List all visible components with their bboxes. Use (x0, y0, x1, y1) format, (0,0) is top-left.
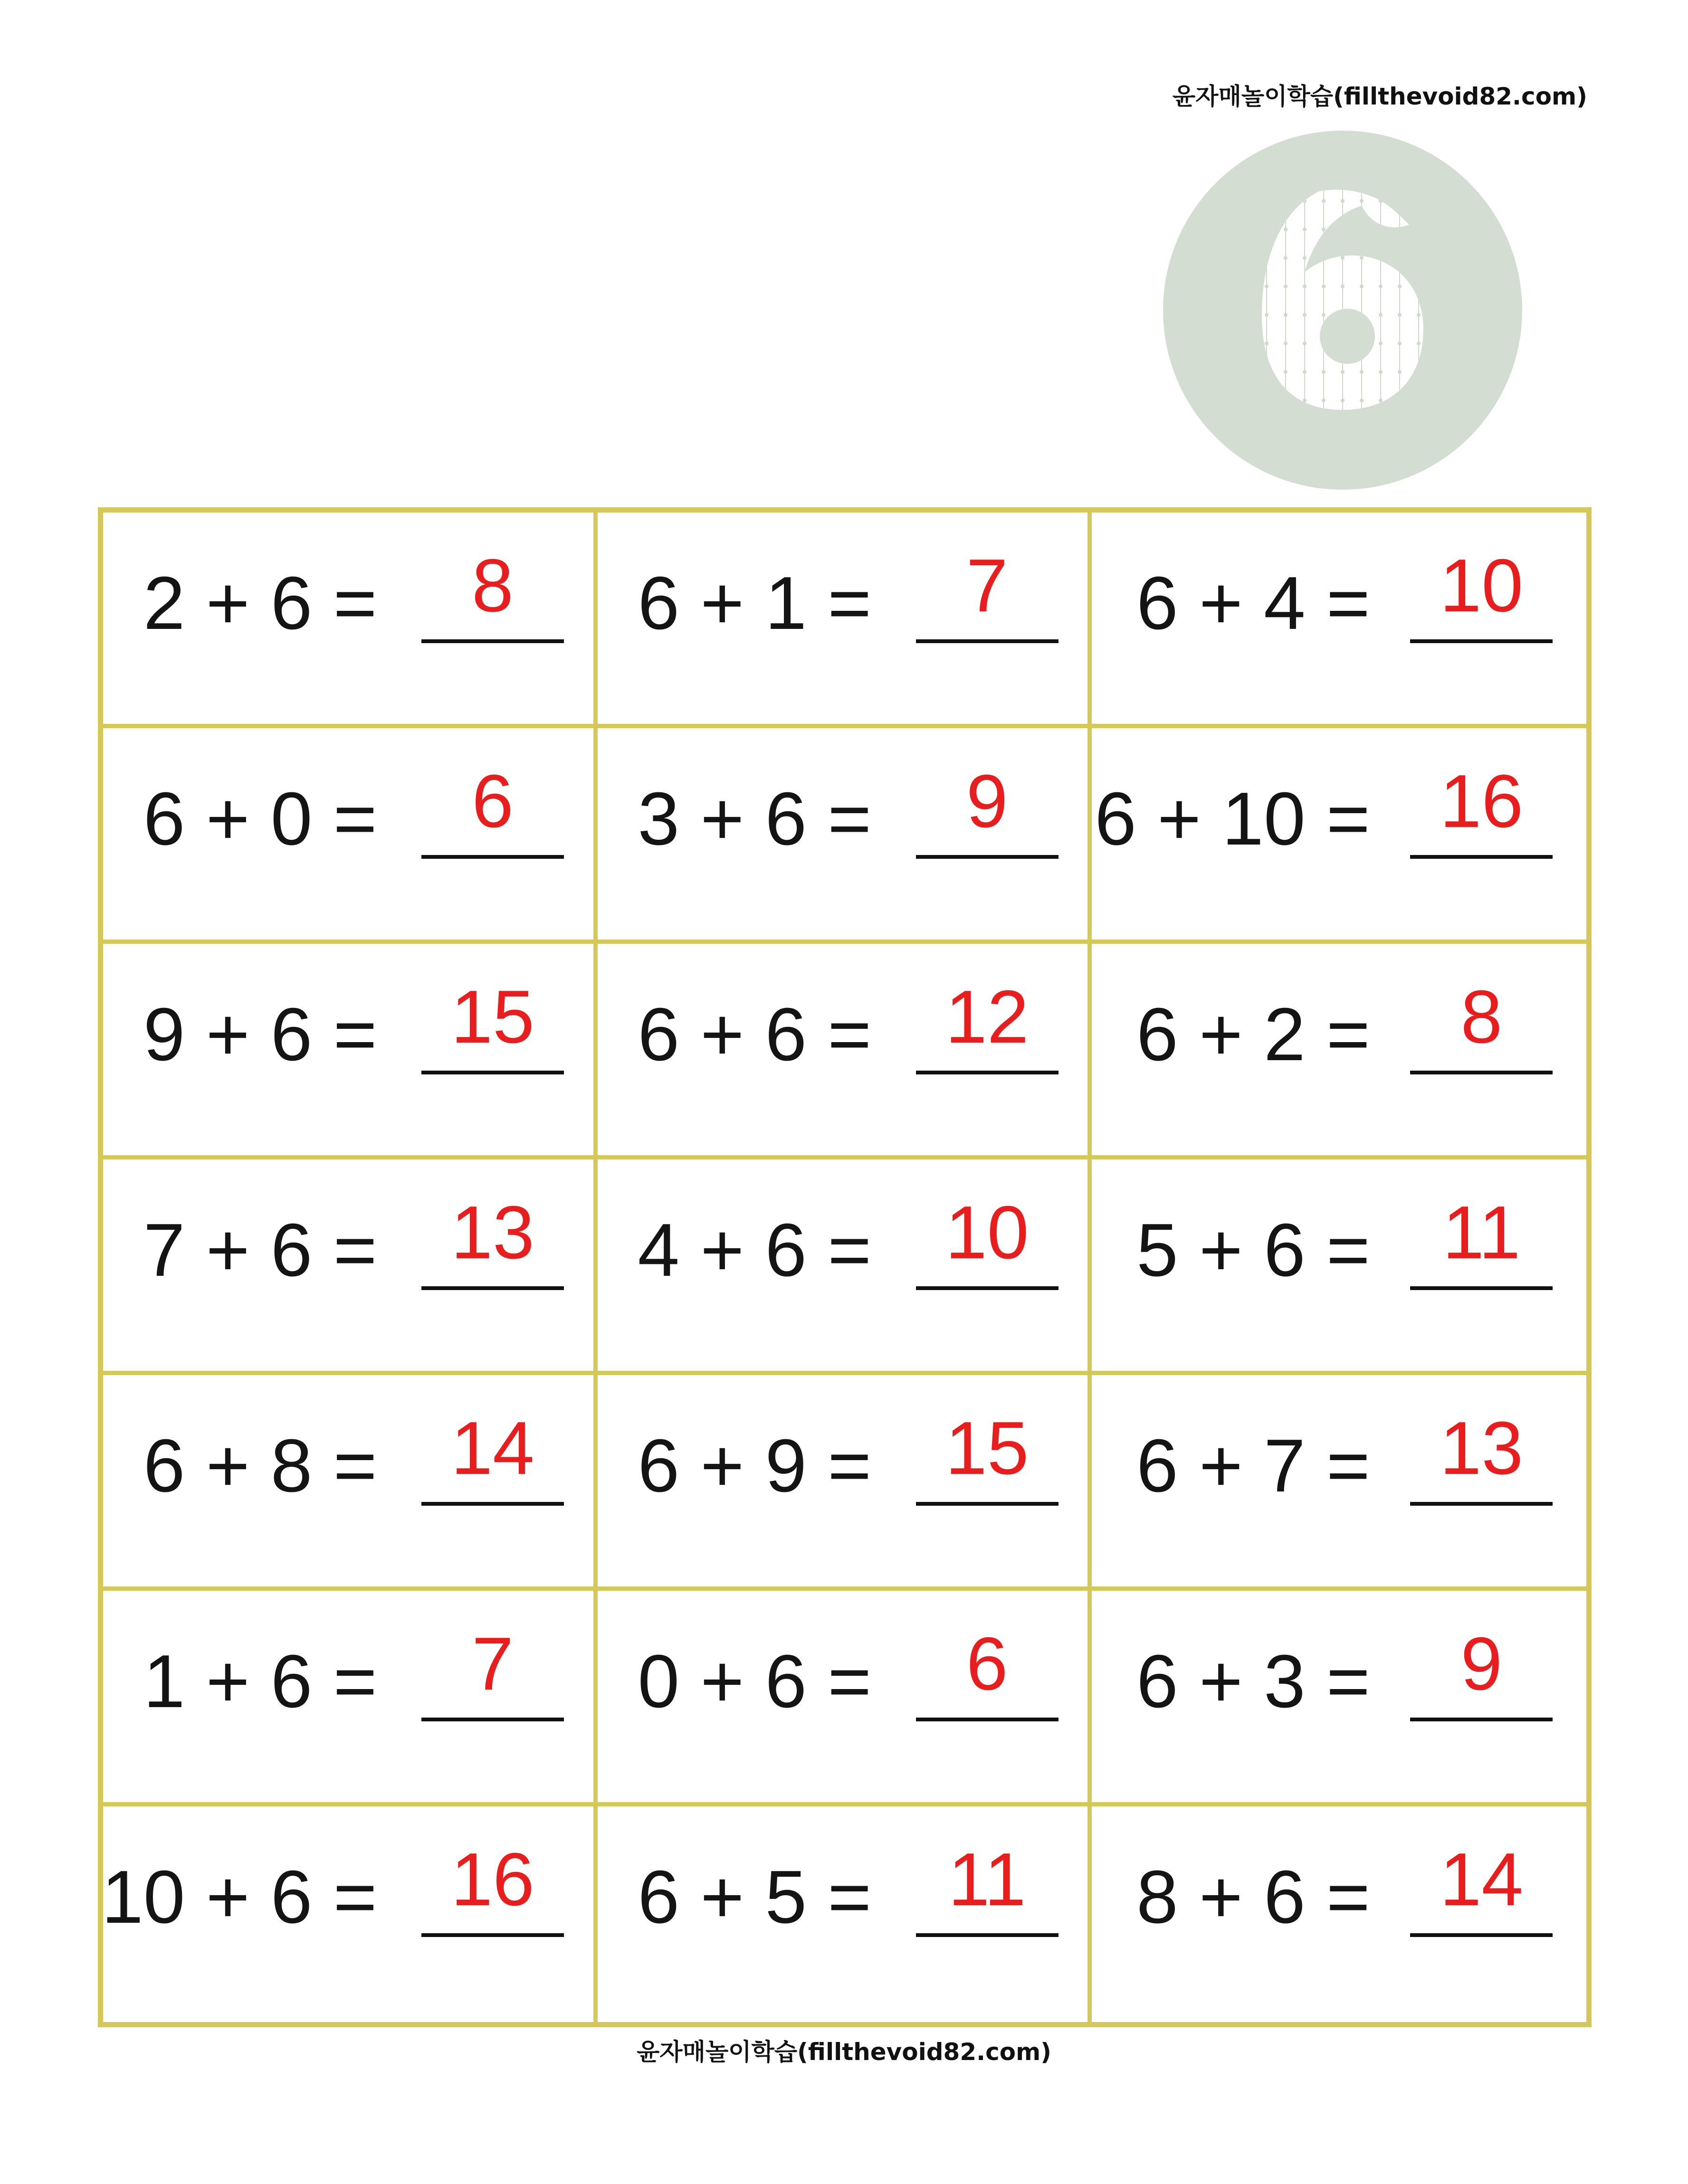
problem-expression: 9 + 6 = (143, 993, 377, 1076)
problem-cell (103, 728, 598, 944)
problem-answer: 9 (1460, 1622, 1503, 1706)
answer-blank-line (916, 1718, 1059, 1721)
answer-blank-line (1410, 1718, 1553, 1721)
problem-cell (1092, 1159, 1586, 1375)
problem-expression: 5 + 6 = (1136, 1208, 1370, 1292)
answer-blank-line (916, 855, 1059, 859)
problem-expression: 6 + 6 = (638, 993, 872, 1076)
answer-blank-line (421, 1933, 564, 1937)
problem-cell (1092, 728, 1586, 944)
problem-answer: 13 (451, 1191, 534, 1274)
answer-blank-line (421, 1071, 564, 1074)
problem-expression: 0 + 6 = (638, 1640, 872, 1723)
problem-expression: 6 + 2 = (1136, 993, 1370, 1076)
problem-expression: 4 + 6 = (638, 1208, 872, 1292)
problem-cell (598, 1159, 1092, 1375)
problem-answer: 8 (472, 544, 514, 627)
problem-expression: 7 + 6 = (143, 1208, 377, 1292)
problem-expression: 3 + 6 = (638, 777, 872, 861)
problem-cell (103, 1159, 598, 1375)
problem-answer: 15 (945, 1406, 1029, 1490)
problem-cell (103, 1806, 598, 2022)
answer-blank-line (916, 1502, 1059, 1506)
problem-cell (103, 513, 598, 728)
problem-expression: 6 + 10 = (1095, 777, 1370, 861)
problem-cell (1092, 1591, 1586, 1806)
problem-cell (598, 728, 1092, 944)
site-credit-top: 윤자매놀이학습(fillthevoid82.com) (1172, 83, 1587, 110)
problem-cell (103, 1375, 598, 1591)
answer-blank-line (1410, 1933, 1553, 1937)
answer-blank-line (1410, 1071, 1553, 1074)
answer-blank-line (916, 1933, 1059, 1937)
problem-expression: 6 + 7 = (1136, 1424, 1370, 1508)
problem-cell (598, 1806, 1092, 2022)
problem-cell (1092, 1806, 1586, 2022)
problem-answer: 10 (945, 1191, 1029, 1274)
problem-answer: 10 (1440, 544, 1524, 627)
problem-cell (1092, 944, 1586, 1159)
problem-answer: 16 (451, 1838, 534, 1921)
problem-cell (1092, 1375, 1586, 1591)
problem-expression: 1 + 6 = (143, 1640, 377, 1723)
answer-blank-line (421, 639, 564, 643)
problem-expression: 6 + 9 = (638, 1424, 872, 1508)
problem-cell (103, 1591, 598, 1806)
problem-answer: 11 (948, 1838, 1026, 1921)
problem-answer: 9 (966, 760, 1008, 843)
problem-expression: 6 + 3 = (1136, 1640, 1370, 1723)
problem-cell (598, 1591, 1092, 1806)
problem-expression: 6 + 1 = (638, 561, 872, 645)
answer-blank-line (1410, 639, 1553, 643)
problem-answer: 6 (472, 760, 514, 843)
problem-answer: 15 (451, 975, 534, 1059)
answer-blank-line (421, 1286, 564, 1290)
problem-answer: 8 (1460, 975, 1503, 1059)
problem-expression: 10 + 6 = (101, 1855, 377, 1939)
problem-answer: 7 (472, 1622, 514, 1706)
problem-expression: 6 + 5 = (638, 1855, 872, 1939)
problem-cell (598, 513, 1092, 728)
answer-blank-line (916, 639, 1059, 643)
answer-blank-line (421, 1502, 564, 1506)
problem-answer: 12 (945, 975, 1029, 1059)
problem-expression: 6 + 0 = (143, 777, 377, 861)
problem-answer: 13 (1440, 1406, 1524, 1490)
number-six-badge (1162, 130, 1523, 491)
answer-blank-line (1410, 1286, 1553, 1290)
answer-blank-line (421, 855, 564, 859)
problem-expression: 6 + 8 = (143, 1424, 377, 1508)
problem-answer: 14 (451, 1406, 534, 1490)
problem-cell (1092, 513, 1586, 728)
problem-cell (598, 944, 1092, 1159)
answer-blank-line (916, 1071, 1059, 1074)
site-credit-bottom: 윤자매놀이학습(fillthevoid82.com) (636, 2038, 1052, 2066)
problem-grid (98, 507, 1592, 2027)
problem-answer: 7 (966, 544, 1008, 627)
problem-expression: 8 + 6 = (1136, 1855, 1370, 1939)
problem-answer: 6 (966, 1622, 1008, 1706)
problem-expression: 6 + 4 = (1136, 561, 1370, 645)
problem-cell (103, 944, 598, 1159)
answer-blank-line (1410, 855, 1553, 859)
problem-cell (598, 1375, 1092, 1591)
answer-blank-line (916, 1286, 1059, 1290)
problem-answer: 11 (1442, 1191, 1521, 1274)
problem-answer: 16 (1440, 760, 1524, 843)
answer-blank-line (1410, 1502, 1553, 1506)
problem-answer: 14 (1440, 1838, 1524, 1921)
answer-blank-line (421, 1718, 564, 1721)
problem-expression: 2 + 6 = (143, 561, 377, 645)
